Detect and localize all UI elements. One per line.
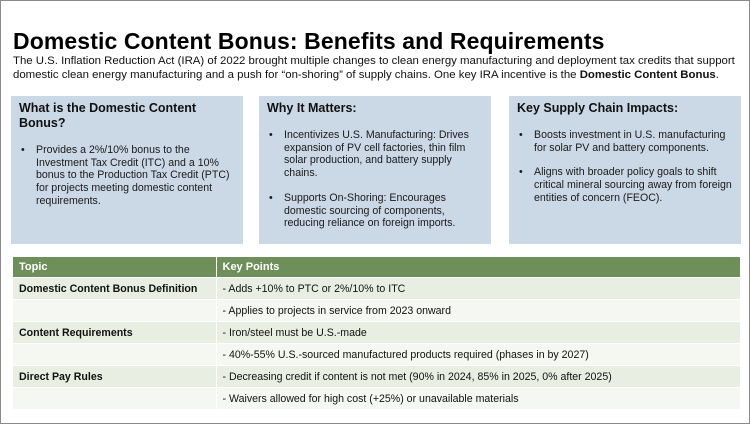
onshoring-bullet bbox=[267, 192, 483, 230]
bullet-icon: • bbox=[519, 166, 523, 179]
table-cell-point: - Adds +10% to PTC or 2%/10% to ITC bbox=[216, 278, 741, 300]
table-cell-topic: Content Requirements bbox=[13, 322, 216, 344]
investment-bullet-text: Boosts investment in U.S. manufacturing for solar PV and battery components. bbox=[534, 129, 726, 154]
table-cell-topic bbox=[13, 344, 216, 366]
definition-box-title: What is the Domestic Content Bonus? bbox=[19, 101, 197, 130]
intro-highlight: Domestic Content Bonus bbox=[579, 68, 716, 81]
why-it-matters-title: Why It Matters: bbox=[267, 101, 357, 115]
bullet-icon: • bbox=[269, 191, 273, 204]
table-cell-topic bbox=[13, 388, 216, 410]
table-cell-topic: Domestic Content Bonus Definition bbox=[13, 278, 216, 300]
manufacturing-bullet-text: Incentivizes U.S. Manufacturing: Drives expansion of PV cell factories, thin film solar production, and battery supply chains. bbox=[284, 129, 469, 180]
supply-chain-box bbox=[509, 96, 741, 244]
table-header-row bbox=[13, 257, 741, 278]
definition-bullet-text: Provides a 2%/10% bonus to the Investment Tax Credit (ITC) and a 10% bonus to the Production Tax Credit (PTC) for projects meeting domestic content requirements. bbox=[36, 144, 230, 207]
table-row bbox=[13, 278, 741, 300]
table-row bbox=[13, 300, 741, 322]
table-cell-point: - Waivers allowed for high cost (+25%) or unavailable materials bbox=[216, 388, 741, 410]
requirements-table bbox=[13, 257, 741, 409]
column-header-topic: Topic bbox=[13, 257, 216, 278]
supply-chain-title: Key Supply Chain Impacts: bbox=[517, 101, 679, 115]
bullet-icon: • bbox=[519, 129, 523, 141]
table-cell-point: - Applies to projects in service from 2023 onward bbox=[216, 300, 741, 322]
bullet-icon: • bbox=[21, 144, 25, 156]
intro-period: . bbox=[715, 68, 719, 81]
table-row bbox=[13, 388, 741, 410]
definition-box bbox=[11, 96, 243, 244]
table-cell-topic: Direct Pay Rules bbox=[13, 366, 216, 388]
policy-bullet bbox=[517, 166, 733, 204]
table-row bbox=[13, 366, 741, 388]
table-row bbox=[13, 344, 741, 366]
intro-paragraph bbox=[13, 55, 741, 82]
policy-bullet-text: Aligns with broader policy goals to shift critical mineral sourcing away from foreign entities of concern (FEOC). bbox=[534, 166, 732, 204]
page-title: Domestic Content Bonus: Benefits and Requirements bbox=[13, 28, 605, 54]
why-it-matters-box bbox=[259, 96, 491, 244]
table-cell-point: - Decreasing credit if content is not met (90% in 2024, 85% in 2025, 0% after 2025) bbox=[216, 366, 741, 388]
table-cell-point: - 40%-55% U.S.-sourced manufactured products required (phases in by 2027) bbox=[216, 344, 741, 366]
investment-bullet bbox=[517, 129, 733, 154]
onshoring-bullet-text: Supports On-Shoring: Encourages domestic sourcing of components, reducing reliance on foreign imports. bbox=[284, 191, 456, 230]
manufacturing-bullet bbox=[267, 129, 483, 180]
table-row bbox=[13, 322, 741, 344]
table-cell-topic bbox=[13, 300, 216, 322]
definition-bullet bbox=[19, 144, 235, 208]
table-cell-point: - Iron/steel must be U.S.-made bbox=[216, 322, 741, 344]
column-header-key-points: Key Points bbox=[216, 257, 741, 278]
bullet-icon: • bbox=[269, 129, 273, 141]
intro-text: The U.S. Inflation Reduction Act (IRA) of 2022 brought multiple changes to clean energy manufacturing and deployment tax credits that support domestic clean energy manufacturing and a push for “on-shoring” of supply chains. One key IRA incentive is the bbox=[13, 55, 735, 81]
